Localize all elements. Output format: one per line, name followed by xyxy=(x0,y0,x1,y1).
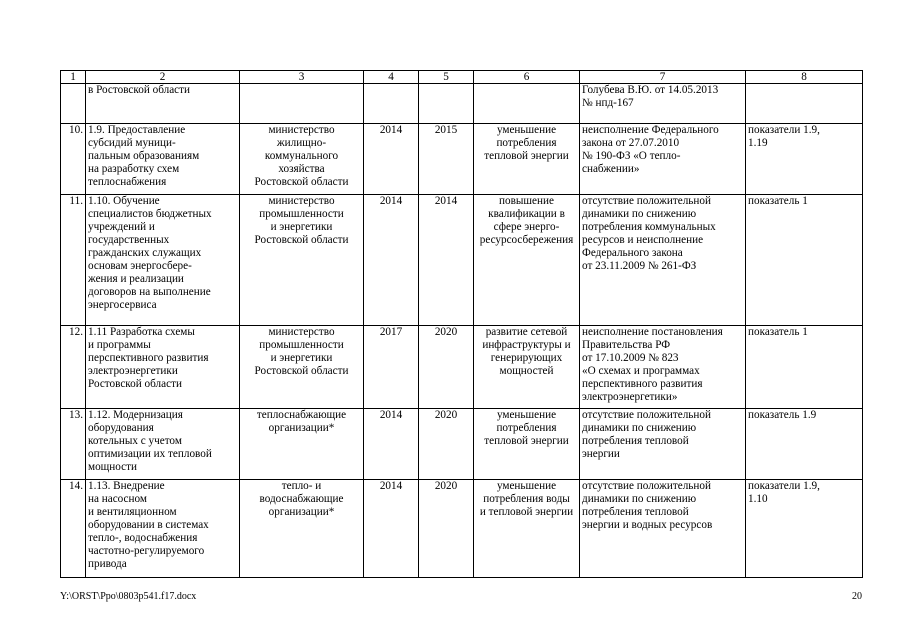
start-year: 2014 xyxy=(364,124,419,195)
header-cell: 5 xyxy=(419,71,474,84)
end-year: 2020 xyxy=(419,480,474,578)
end-year: 2015 xyxy=(419,124,474,195)
consequence: отсутствие положительной динамики по снижению потребления коммунальных ресурсов и неисполнение Федерального закона от 23.11.2009 № 261-ФЗ xyxy=(580,195,746,326)
indicator-link: показатель 1 xyxy=(746,195,863,326)
row-number: 13. xyxy=(61,409,86,480)
table-row xyxy=(61,326,863,409)
end-year xyxy=(419,84,474,124)
start-year: 2014 xyxy=(364,409,419,480)
executor: министерство промышленности и энергетики Ростовской области xyxy=(240,195,364,326)
expected-result: уменьшение потребления тепловой энергии xyxy=(474,124,580,195)
start-year xyxy=(364,84,419,124)
table-row xyxy=(61,480,863,578)
indicator-link: показатели 1.9, 1.10 xyxy=(746,480,863,578)
measure-name: 1.11 Разработка схемы и программы перспективного развития электроэнергетики Ростовской области xyxy=(86,326,240,409)
header-cell: 1 xyxy=(61,71,86,84)
end-year: 2014 xyxy=(419,195,474,326)
row-number: 10. xyxy=(61,124,86,195)
header-cell: 6 xyxy=(474,71,580,84)
header-cell: 8 xyxy=(746,71,863,84)
consequence: неисполнение постановления Правительства РФ от 17.10.2009 № 823 «О схемах и программах перспективного развития электроэнергетики» xyxy=(580,326,746,409)
expected-result: уменьшение потребления тепловой энергии xyxy=(474,409,580,480)
start-year: 2014 xyxy=(364,480,419,578)
executor: министерство жилищно- коммунального хозяйства Ростовской области xyxy=(240,124,364,195)
start-year: 2017 xyxy=(364,326,419,409)
measure-name: 1.10. Обучение специалистов бюджетных учреждений и государственных гражданских служащих основам энергосбере- жения и реализации договоров на выполнение энергосервиса xyxy=(86,195,240,326)
table-row xyxy=(61,409,863,480)
expected-result: развитие сетевой инфраструктуры и генерирующих мощностей xyxy=(474,326,580,409)
file-path: Y:\ORST\Ppo\0803p541.f17.docx xyxy=(60,591,197,602)
table-row xyxy=(61,124,863,195)
header-cell: 3 xyxy=(240,71,364,84)
row-number: 14. xyxy=(61,480,86,578)
indicator-link: показатель 1 xyxy=(746,326,863,409)
end-year: 2020 xyxy=(419,409,474,480)
end-year: 2020 xyxy=(419,326,474,409)
row-number xyxy=(61,84,86,124)
measure-name: 1.9. Предоставление субсидий муници- пальным образованиям на разработку схем теплоснабжения xyxy=(86,124,240,195)
expected-result: уменьшение потребления воды и тепловой энергии xyxy=(474,480,580,578)
executor: тепло- и водоснабжающие организации* xyxy=(240,480,364,578)
indicator-link: показатели 1.9, 1.19 xyxy=(746,124,863,195)
executor: теплоснабжающие организации* xyxy=(240,409,364,480)
consequence: неисполнение Федерального закона от 27.07.2010 № 190-ФЗ «О тепло- снабжении» xyxy=(580,124,746,195)
header-cell: 4 xyxy=(364,71,419,84)
consequence: отсутствие положительной динамики по снижению потребления тепловой энергии xyxy=(580,409,746,480)
executor xyxy=(240,84,364,124)
executor: министерство промышленности и энергетики Ростовской области xyxy=(240,326,364,409)
header-row xyxy=(61,71,863,84)
header-cell: 7 xyxy=(580,71,746,84)
start-year: 2014 xyxy=(364,195,419,326)
table-row xyxy=(61,195,863,326)
indicator-link: показатель 1.9 xyxy=(746,409,863,480)
header-cell: 2 xyxy=(86,71,240,84)
row-number: 11. xyxy=(61,195,86,326)
measure-name: в Ростовской области xyxy=(86,84,240,124)
measure-name: 1.12. Модернизация оборудования котельных с учетом оптимизации их тепловой мощности xyxy=(86,409,240,480)
indicator-link xyxy=(746,84,863,124)
expected-result xyxy=(474,84,580,124)
consequence: отсутствие положительной динамики по снижению потребления тепловой энергии и водных ресурсов xyxy=(580,480,746,578)
table-row xyxy=(61,84,863,124)
program-table xyxy=(60,70,863,578)
measure-name: 1.13. Внедрение на насосном и вентиляционном оборудовании в системах тепло-, водоснабжения частотно-регулируемого привода xyxy=(86,480,240,578)
consequence: Голубева В.Ю. от 14.05.2013 № нпд-167 xyxy=(580,84,746,124)
expected-result: повышение квалификации в сфере энерго- ресурсосбережения xyxy=(474,195,580,326)
row-number: 12. xyxy=(61,326,86,409)
page-number: 20 xyxy=(852,591,862,602)
